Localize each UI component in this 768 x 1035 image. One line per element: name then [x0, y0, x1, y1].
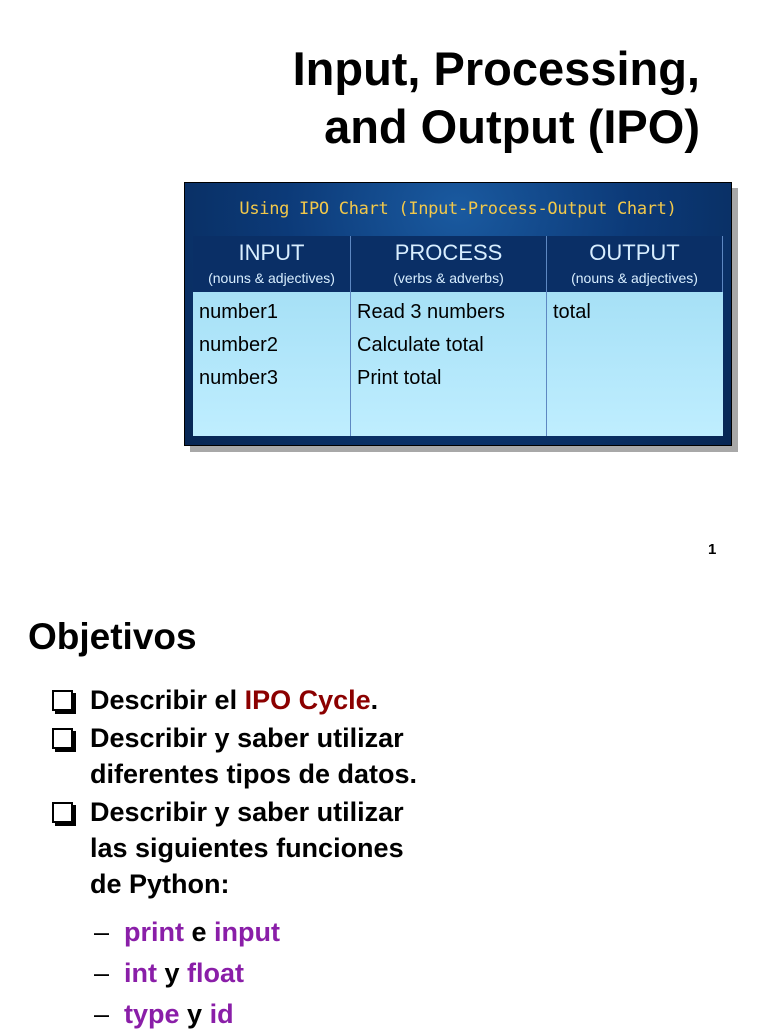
function-item — [94, 953, 280, 994]
ipo-header-sub: (nouns & adjectives) — [571, 270, 698, 286]
checkbox-bullet-icon — [52, 802, 73, 823]
dash-bullet: – — [94, 917, 110, 947]
ipo-cell-input — [193, 292, 351, 436]
ipo-item: number1 — [199, 301, 278, 323]
slide-objetivos — [0, 590, 768, 1029]
ipo-item: number3 — [199, 367, 278, 389]
bullet-text: Describir y saber utilizar — [90, 797, 404, 827]
checkbox-bullet-icon — [52, 728, 73, 749]
function-name: type — [124, 999, 180, 1029]
dash-bullet: – — [94, 958, 110, 988]
ipo-chart-heading: Using IPO Chart (Input-Process-Output Chart) — [239, 199, 677, 219]
bullet-text: de Python: — [90, 869, 230, 899]
function-conj: e — [184, 917, 215, 947]
ipo-header-sub: (nouns & adjectives) — [208, 270, 335, 286]
title-line-1: Input, Processing, — [292, 42, 700, 95]
ipo-header-output — [547, 236, 723, 292]
objective-item — [48, 794, 510, 902]
ipo-header-process — [351, 236, 547, 292]
objectives-list — [48, 682, 510, 904]
slide-title — [293, 40, 700, 156]
function-conj: y — [179, 999, 210, 1029]
function-item — [94, 912, 280, 953]
bullet-text: las siguientes funciones — [90, 833, 404, 863]
ipo-header-sub: (verbs & adverbs) — [393, 270, 504, 286]
bullet-text: Describir y saber utilizar — [90, 723, 404, 753]
ipo-table — [193, 236, 723, 436]
dash-bullet: – — [94, 999, 110, 1029]
function-conj: y — [157, 958, 188, 988]
bullet-text: Describir el — [90, 685, 245, 715]
function-name: int — [124, 958, 157, 988]
objective-item — [48, 682, 510, 718]
ipo-header-label: OUTPUT — [589, 240, 680, 265]
ipo-chart-image — [184, 182, 732, 446]
objetivos-title: Objetivos — [28, 616, 197, 657]
ipo-item: Print total — [357, 367, 442, 389]
checkbox-bullet-icon — [52, 690, 73, 711]
ipo-item: total — [553, 301, 591, 323]
bullet-highlight: IPO Cycle — [244, 685, 371, 715]
objective-item — [48, 720, 510, 792]
ipo-cell-process — [351, 292, 547, 436]
ipo-item: number2 — [199, 334, 278, 356]
ipo-header-label: PROCESS — [394, 240, 503, 265]
function-item — [94, 994, 280, 1035]
page-number: 1 — [708, 541, 717, 558]
bullet-text: diferentes tipos de datos. — [90, 759, 418, 789]
ipo-header-label: INPUT — [238, 240, 305, 265]
ipo-header-input — [193, 236, 351, 292]
function-name: float — [187, 958, 245, 988]
ipo-cell-output — [547, 292, 723, 436]
function-name: print — [124, 917, 184, 947]
function-name: input — [214, 917, 281, 947]
function-name: id — [209, 999, 234, 1029]
ipo-item: Read 3 numbers — [357, 301, 505, 323]
functions-sublist — [94, 912, 280, 1035]
ipo-item: Calculate total — [357, 334, 484, 356]
bullet-suffix: . — [370, 685, 379, 715]
title-line-2: and Output (IPO) — [324, 100, 700, 153]
